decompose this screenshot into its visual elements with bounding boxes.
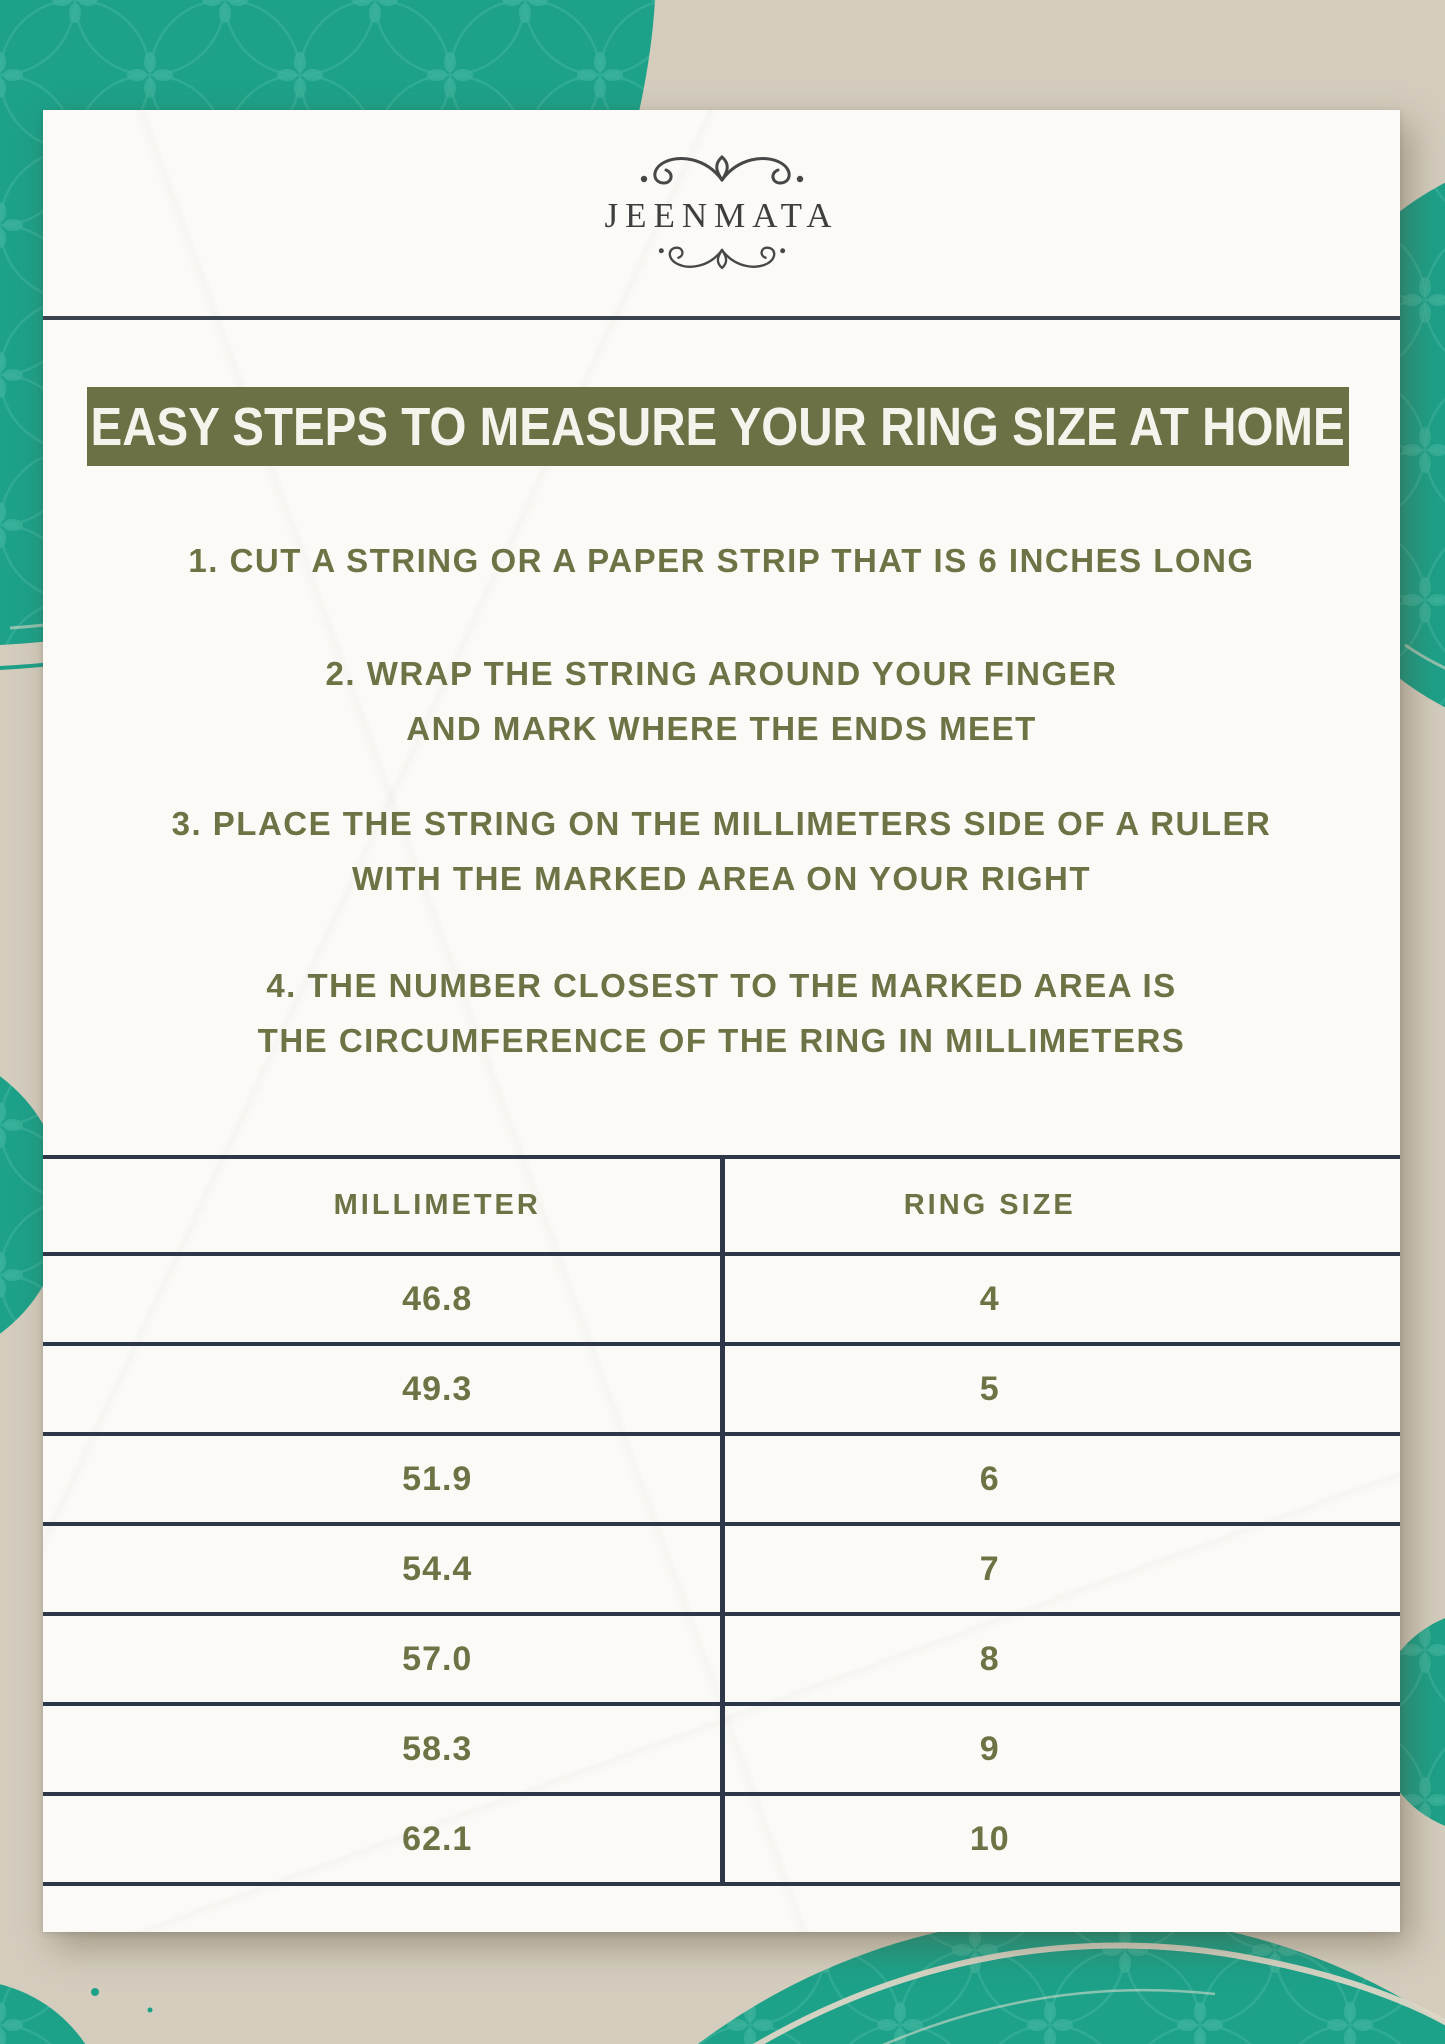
- logo-divider: [43, 316, 1400, 320]
- step-line: WITH THE MARKED AREA ON YOUR RIGHT: [351, 860, 1092, 897]
- step-1: [43, 533, 1400, 588]
- cell-millimeter: 58.3: [402, 1729, 473, 1768]
- guide-card: [43, 110, 1400, 1932]
- step-line: 2. WRAP THE STRING AROUND YOUR FINGER: [325, 655, 1118, 692]
- cell-ring-size: 7: [979, 1549, 1000, 1588]
- step-2: [43, 646, 1400, 756]
- title-banner: [87, 387, 1349, 466]
- step-4: [43, 958, 1400, 1068]
- cell-ring-size: 4: [979, 1279, 1000, 1318]
- cell-millimeter: 57.0: [402, 1639, 473, 1678]
- step-line: 4. THE NUMBER CLOSEST TO THE MARKED AREA IS: [266, 967, 1177, 1004]
- cell-millimeter: 62.1: [402, 1819, 473, 1858]
- ring-size-table: [43, 1155, 1400, 1882]
- page-title: EASY STEPS TO MEASURE YOUR RING SIZE AT HOME: [90, 396, 1346, 457]
- cell-ring-size: 6: [979, 1459, 1000, 1498]
- brand-name: JEENMATA: [604, 196, 839, 235]
- column-header-ring-size: RING SIZE: [903, 1189, 1076, 1221]
- column-divider: [720, 1155, 725, 1882]
- teal-circle-bottom: [440, 1915, 1445, 2044]
- step-3: [43, 796, 1400, 906]
- cell-ring-size: 8: [979, 1639, 1000, 1678]
- cell-millimeter: 46.8: [402, 1279, 473, 1318]
- cell-ring-size: 9: [979, 1729, 1000, 1768]
- cell-millimeter: 54.4: [402, 1549, 473, 1588]
- flourish-bottom-icon: [652, 238, 792, 276]
- cell-ring-size: 10: [969, 1819, 1010, 1858]
- cell-millimeter: 51.9: [402, 1459, 473, 1498]
- step-line: 1. CUT A STRING OR A PAPER STRIP THAT IS 6 INCHES LONG: [188, 542, 1255, 579]
- brand-logo: [43, 148, 1400, 276]
- cell-ring-size: 5: [979, 1369, 1000, 1408]
- cell-millimeter: 49.3: [402, 1369, 473, 1408]
- column-header-millimeter: MILLIMETER: [333, 1189, 541, 1221]
- flourish-top-icon: [632, 148, 812, 194]
- step-line: 3. PLACE THE STRING ON THE MILLIMETERS SIDE OF A RULER: [171, 805, 1272, 842]
- step-line: AND MARK WHERE THE ENDS MEET: [406, 710, 1037, 747]
- step-line: THE CIRCUMFERENCE OF THE RING IN MILLIMETERS: [257, 1022, 1186, 1059]
